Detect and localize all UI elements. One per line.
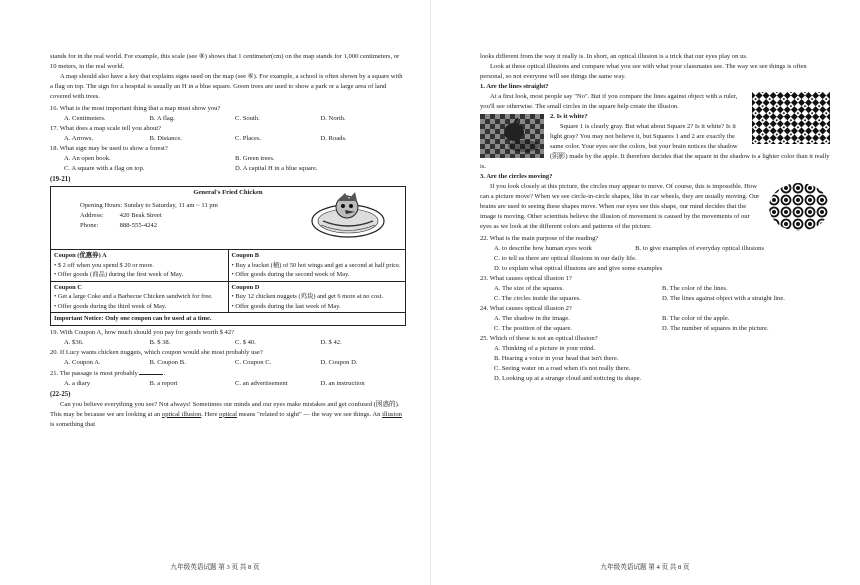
option: B. The color of the lines. [662, 285, 728, 292]
option: B. The color of the apple. [662, 315, 730, 322]
option: B. to give examples of everyday optical illusions [635, 245, 765, 252]
coupon-d [228, 281, 406, 313]
option: A. The size of the squares. [494, 285, 565, 292]
intro-paragraph-1: looks different from the way it really is. In short, an optical illusion is a trick that our eyes play on us. [480, 53, 748, 60]
question-22-option-c [480, 254, 830, 264]
question-22-options-row1 [480, 244, 830, 254]
question-23-options-row1 [480, 284, 830, 294]
question-25-option-b [480, 354, 830, 364]
option: C. to tell us there are optical illusions in our daily life. [494, 255, 637, 262]
question-21-stem: 21. The passage is most probably [50, 369, 138, 377]
coupon-b-line: • Offer goods during the second week of May. [231, 271, 350, 278]
section-heading: (19-21) [50, 176, 71, 183]
option: B. $ 38. [149, 338, 171, 346]
option: C. The circles inside the squares. [494, 295, 581, 302]
answer-blank [139, 368, 163, 375]
option: A. Coupon A. [64, 358, 101, 366]
question-18: 18. What sign may be used to show a forest? [50, 145, 168, 152]
option: C. Places. [235, 135, 262, 142]
option: B. Green trees. [235, 155, 275, 162]
option: C. $ 40. [235, 338, 256, 346]
question-24-options-row2 [480, 324, 830, 334]
coupon-c-line: • Get a large Coke and a Barbecue Chicken sandwich for free. [54, 293, 213, 300]
passage-text: . Here [201, 410, 218, 418]
option: C. Seeing water on a road when it's not really there. [494, 365, 631, 372]
option: D. Roads. [320, 135, 347, 142]
coupon-d-line: • Buy 12 chicken nuggets (鸡块) and get 6 more at no cost. [231, 293, 383, 300]
option: B. Distance. [149, 135, 182, 142]
illusion-1-heading: 1. Are the lines straight? [480, 83, 549, 90]
passage-text: means "related to sight" — the way we see things. An [238, 410, 381, 418]
option: B. Coupon B. [149, 358, 186, 366]
coupon-d-title: Coupon D [231, 283, 260, 291]
page-footer: 九年级英语试题 第 4 页 共 8 页 [600, 564, 690, 571]
ad-phone-value: 888-555-4242 [119, 222, 158, 229]
option: C. Coupon C. [235, 358, 272, 366]
coupon-b [228, 250, 406, 282]
illusion-1-text: At a first look, most people say "No". But if you compare the lines against object with a ruler, you'll see otherwise. The small circles in the square help create the illusion. [480, 93, 738, 110]
option: C. South. [235, 115, 260, 122]
question-24: 24. What causes optical illusion 2? [480, 305, 572, 312]
ad-address-label: Address: [80, 212, 104, 219]
option: D. $ 42. [320, 338, 342, 346]
illusion-1-checkerboard-icon [752, 92, 830, 144]
illusion-3-moving-circles-icon [768, 182, 830, 232]
question-23-options-row2 [480, 294, 830, 304]
coupon-b-title: Coupon B [231, 252, 260, 259]
passage-term: optical illusion [161, 410, 202, 418]
option: A. An open book. [64, 155, 111, 162]
coupon-c-line: • Offer goods during the third week of May. [54, 302, 167, 310]
question-17-options [50, 134, 406, 144]
option: D. to explain what optical illusions are and give some examples [494, 265, 663, 272]
option: C. A square with a flag on top. [64, 165, 145, 172]
passage-term: illusion [382, 410, 402, 418]
option: C. an advertisement [235, 379, 288, 387]
question-18-options-row2 [50, 164, 406, 174]
question-22-option-d [480, 264, 830, 274]
option: D. The lines against object with a straight line. [662, 295, 785, 302]
question-19-options [50, 338, 406, 348]
question-16-options [50, 114, 406, 124]
option: B. a report [149, 379, 178, 387]
ad-address-value: 420 Beak Street [119, 212, 162, 219]
option: D. Coupon D. [320, 358, 358, 366]
option: A. Thinking of a picture in your mind. [494, 345, 596, 352]
coupon-a-line: • Offer goods (商品) during the first week of May. [54, 271, 184, 278]
page-footer: 九年级英语试题 第 3 页 共 8 页 [170, 564, 260, 571]
coupon-advertisement [50, 186, 406, 326]
option: B. A flag. [149, 115, 175, 122]
coupon-c-title: Coupon C [54, 283, 82, 291]
question-25-option-c [480, 364, 830, 374]
option: A. The shadow in the image. [494, 315, 570, 322]
ad-phone-label: Phone: [80, 222, 99, 229]
passage-paragraph [50, 400, 406, 430]
question-25-option-a [480, 344, 830, 354]
question-21-options [50, 379, 406, 389]
coupon-a-title: Coupon (优惠券) A [54, 252, 107, 259]
option: D. North. [320, 115, 346, 122]
chicken-logo-icon [309, 191, 387, 241]
right-page [430, 0, 860, 585]
question-25: 25. Which of these is not an optical illusion? [480, 335, 598, 342]
illusion-3-text: If you look closely at this picture, the circles may appear to move. Of course, this is impossible. How can a picture move? When we see circle-in-circle shapes, like in car wheels, they are usually moving. Our brains are used to seeing these shapes move. When our eyes see this shape, our mind decides that the image is moving. Other scientists believe the illusion of movement is caused by the movements of our eyes as we look at the different colors and patterns of the picture. [480, 183, 760, 230]
ad-notice: Important Notice: Only one coupon can be used at a time. [51, 313, 406, 326]
option: D. Looking up at a strange cloud and noticing its shape. [494, 375, 642, 382]
question-21: 21. The passage is most probably . [50, 369, 166, 377]
coupon-b-line: • Buy a bucket (桶) of 50 hot wings and get a second at half price. [231, 261, 401, 269]
question-20: 20. If Lucy wants chicken nuggets, which coupon would she most probably use? [50, 348, 263, 356]
intro-paragraph-2: Look at these optical illusions and compare what you see with what your classmates see. The way we see things is often personal, so not everyone will see things the same way. [480, 63, 807, 80]
coupon-c [51, 281, 229, 313]
illusion-2-text: Square 1 is clearly gray. But what about Square 2? Is it white? Is it light gray? You may not believe it, but Squares 1 and 2 are exactly the same color. Your eyes see the colors, but your brain notices the shadow (阴影) made by the apple. It therefore decides that the square in the shadow is a lighter color than it really is. [480, 123, 830, 170]
ad-title: General's Fried Chicken [193, 189, 263, 196]
question-17: 17. What does a map scale tell you about? [50, 125, 162, 132]
option: A. to describe how human eyes work [494, 245, 592, 252]
option: D. an instruction [320, 379, 365, 387]
intro-paragraph-1: stands for in the real world. For example, this scale (see ⑧) shows that 1 centimeter(cm) on the map stands for 1,000 centimeters, or 10 meters, in the real world. [50, 53, 400, 70]
intro-paragraph-2: A map should also have a key that explains signs used on the map (see ⑥). For example, a school is often shown by a square with a flag on top. The sign for a hospital is usually an H in a blue square. Green trees are used to show a park or a large area of land covered with trees. [50, 73, 403, 100]
section-heading: (22-25) [50, 390, 71, 398]
option: A. Arrows. [64, 135, 94, 142]
option: C. The position of the square. [494, 325, 573, 332]
option: D. The number of squares in the picture. [662, 325, 769, 332]
ad-header [51, 187, 406, 250]
question-16: 16. What is the most important thing that a map must show you? [50, 105, 221, 112]
question-24-options-row1 [480, 314, 830, 324]
coupon-a [51, 250, 229, 282]
option: A. a diary [64, 379, 91, 387]
option: B. Hearing a voice in your head that isn't there. [494, 355, 619, 362]
question-23: 23. What causes optical illusion 1? [480, 275, 572, 282]
coupon-d-line: • Offer goods during the last week of May. [231, 302, 341, 310]
illusion-3-heading: 3. Are the circles moving? [480, 173, 553, 180]
question-25-option-d [480, 374, 830, 384]
passage-text: is something that [50, 420, 96, 428]
coupon-a-line: • $ 2 off when you spend $ 20 or more. [54, 261, 154, 269]
passage-term: optical [219, 410, 237, 418]
option: D. A capital H in a blue square. [235, 165, 318, 172]
question-18-options-row1 [50, 154, 406, 164]
illusion-2-apple-squares-icon [480, 114, 544, 158]
question-19: 19. With Coupon A, how much should you pay for goods worth $ 42? [50, 328, 235, 336]
ad-hours-value: Sunday to Saturday, 11 am ~ 11 pm [123, 202, 218, 209]
question-20-options [50, 358, 406, 368]
illusion-2-heading: 2. Is it white? [550, 113, 588, 120]
option: A. $36. [64, 338, 84, 346]
passage-text: Can you believe everything you see? Not always! Sometimes our minds and our eyes make mistakes and get confused (困惑的). This may be because we are looking at an [50, 400, 400, 418]
option: A. Centimeters. [64, 115, 106, 122]
question-22: 22. What is the main purpose of the reading? [480, 235, 599, 242]
ad-hours-label: Opening Hours: [80, 202, 123, 209]
